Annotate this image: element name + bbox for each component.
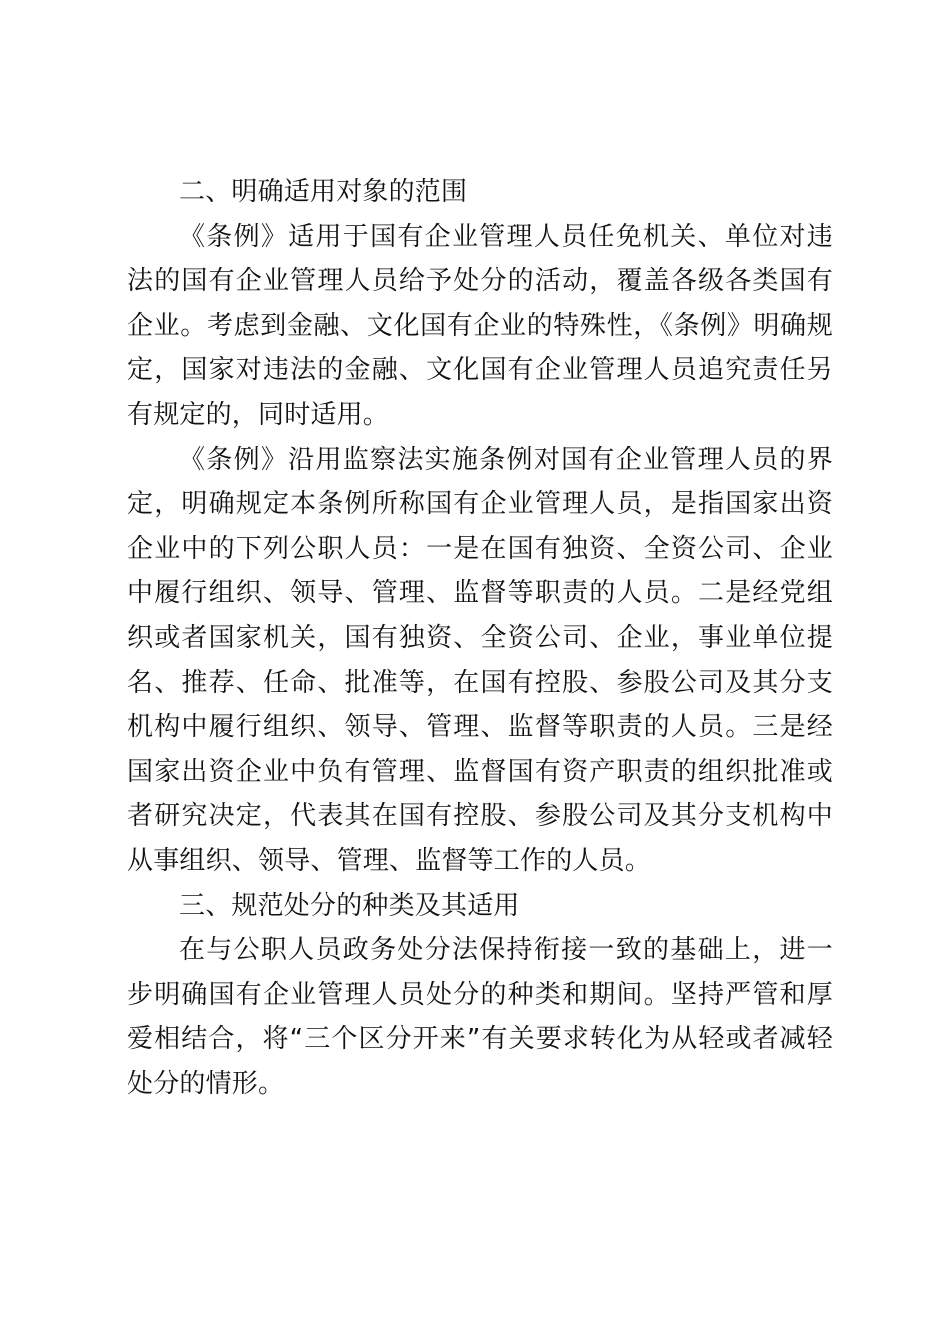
document-body (127, 170, 833, 1106)
section-heading: 二、明确适用对象的范围 (179, 177, 468, 207)
paragraph: 《条例》沿用监察法实施条例对国有企业管理人员的界定，明确规定本条例所称国有企业管理人员，是指国家出资企业中的下列公职人员：一是在国有独资、全资公司、企业中履行组织、领导、管理、监督等职责的人员。二是经党组织或者国家机关，国有独资、全资公司、企业，事业单位提名、推荐、任命、批准等，在国有控股、参股公司及其分支机构中履行组织、领导、管理、监督等职责的人员。三是经国家出资企业中负有管理、监督国有资产职责的组织批准或者研究决定，代表其在国有控股、参股公司及其分支机构中从事组织、领导、管理、监督等工作的人员。 (127, 444, 833, 876)
paragraph: 在与公职人员政务处分法保持衔接一致的基础上，进一步明确国有企业管理人员处分的种类和期间。坚持严管和厚爱相结合，将“三个区分开来”有关要求转化为从轻或者减轻处分的情形。 (127, 935, 833, 1099)
section-heading: 三、规范处分的种类及其适用 (179, 890, 520, 921)
paragraph: 《条例》适用于国有企业管理人员任免机关、单位对违法的国有企业管理人员给予处分的活动，覆盖各级各类国有企业。考虑到金融、文化国有企业的特殊性，《条例》明确规定，国家对违法的金融、文化国有企业管理人员追究责任另有规定的，同时适用。 (127, 221, 833, 430)
